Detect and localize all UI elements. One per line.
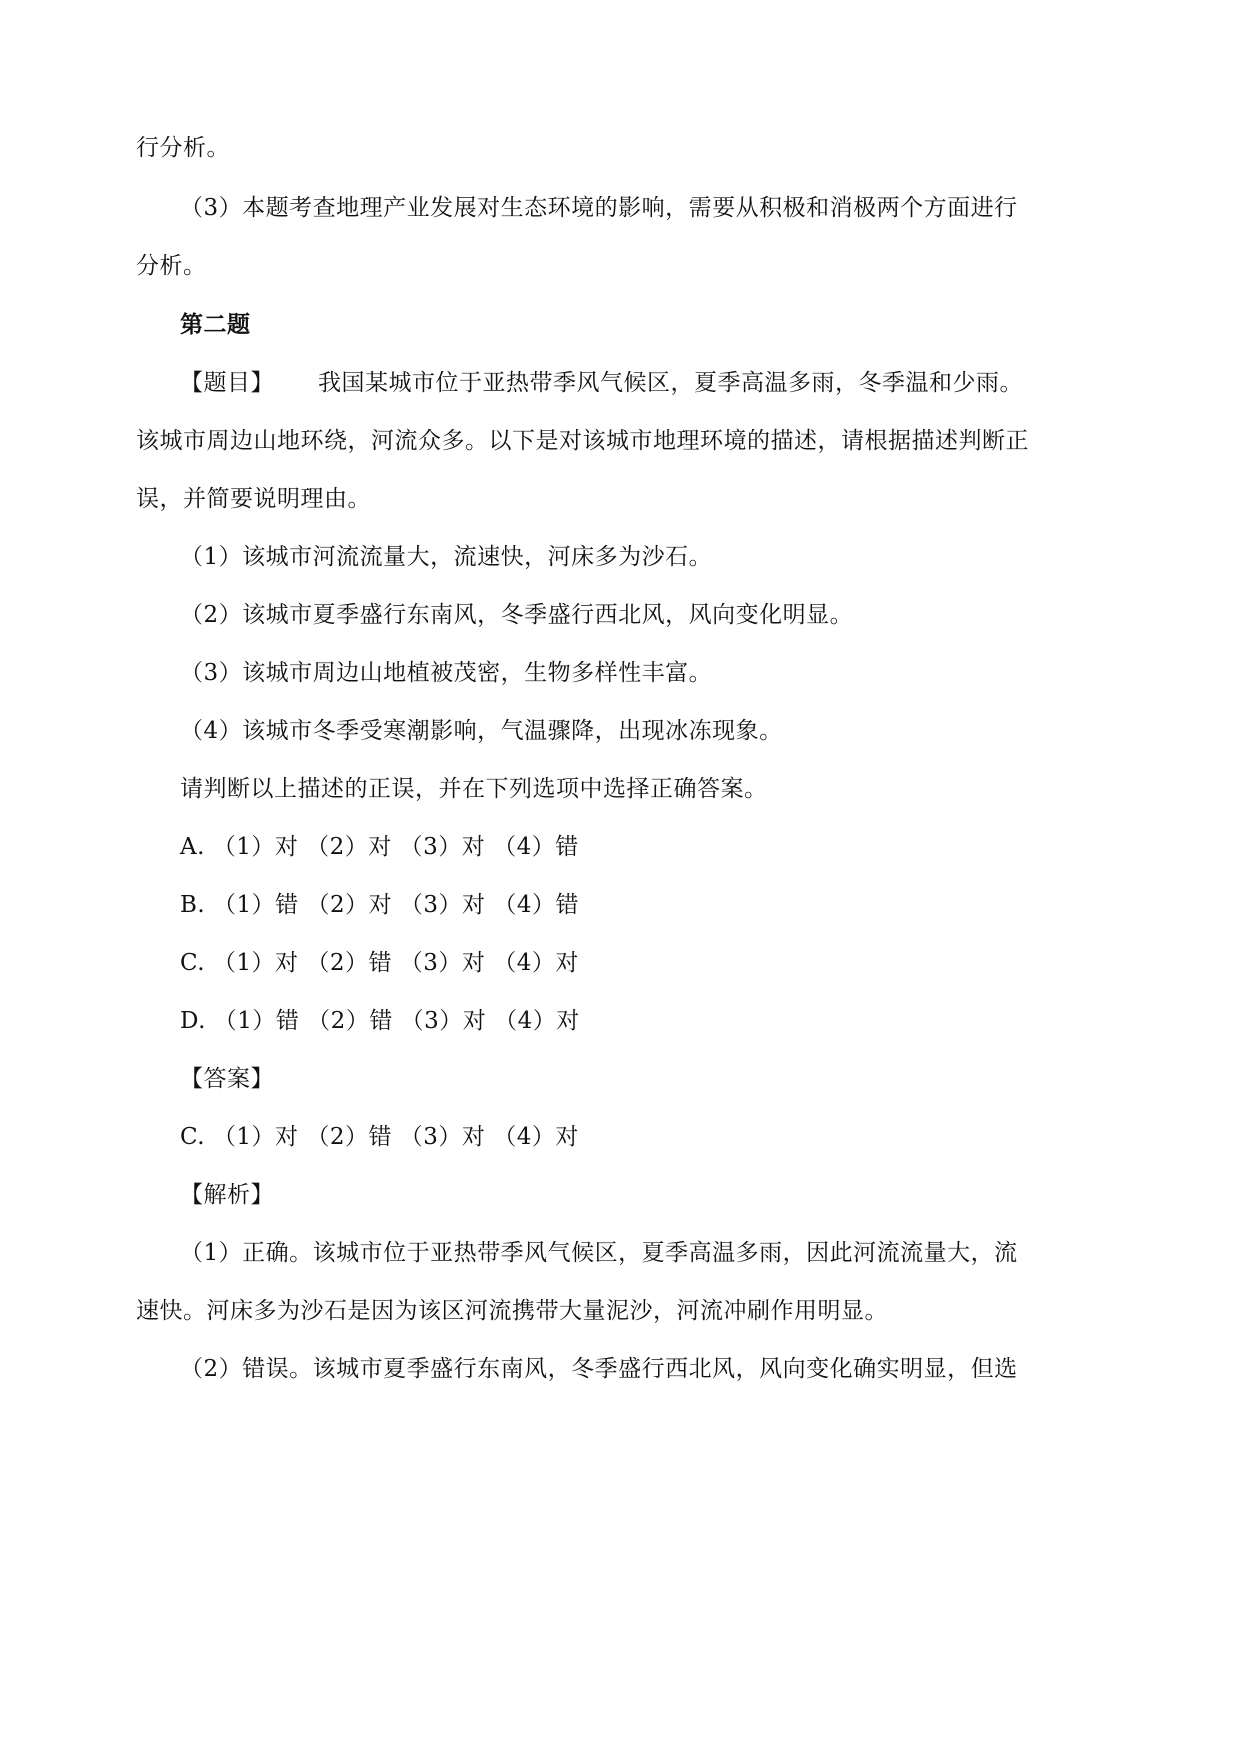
prev-item3-line2: 分析。 [136, 253, 207, 279]
option-c: C. （1）对 （2）错 （3）对 （4）对 [180, 950, 579, 976]
question-line2: 该城市周边山地环绕，河流众多。以下是对该城市地理环境的描述，请根据描述判断正 [136, 428, 1029, 454]
answer-text: C. （1）对 （2）错 （3）对 （4）对 [180, 1124, 579, 1150]
statement-1: （1）该城市河流流量大，流速快，河床多为沙石。 [180, 544, 713, 570]
question-label: 【题目】 [180, 370, 274, 396]
analysis-p2-line1: （2）错误。该城市夏季盛行东南风，冬季盛行西北风，风向变化确实明显，但选 [180, 1356, 1018, 1382]
question-prompt: 请判断以上描述的正误，并在下列选项中选择正确答案。 [180, 776, 768, 802]
section-title: 第二题 [180, 311, 251, 338]
statement-2: （2）该城市夏季盛行东南风，冬季盛行西北风，风向变化明显。 [180, 602, 854, 628]
question-line1 [180, 367, 1023, 399]
analysis-label: 【解析】 [180, 1182, 274, 1208]
prev-analysis-tail: 行分析。 [136, 135, 230, 161]
prev-item3-line1: （3）本题考查地理产业发展对生态环境的影响，需要从积极和消极两个方面进行 [180, 195, 1018, 221]
question-text-line1: 我国某城市位于亚热带季风气候区，夏季高温多雨，冬季温和少雨。 [318, 370, 1023, 396]
answer-label: 【答案】 [180, 1066, 274, 1092]
statement-3: （3）该城市周边山地植被茂密，生物多样性丰富。 [180, 660, 713, 686]
option-d: D. （1）错 （2）错 （3）对 （4）对 [180, 1008, 580, 1034]
option-b: B. （1）错 （2）对 （3）对 （4）错 [180, 892, 579, 918]
statement-4: （4）该城市冬季受寒潮影响，气温骤降，出现冰冻现象。 [180, 718, 783, 744]
analysis-p1-line1: （1）正确。该城市位于亚热带季风气候区，夏季高温多雨，因此河流流量大，流 [180, 1240, 1018, 1266]
analysis-p1-line2: 速快。河床多为沙石是因为该区河流携带大量泥沙，河流冲刷作用明显。 [136, 1298, 888, 1324]
option-a: A. （1）对 （2）对 （3）对 （4）错 [180, 834, 579, 860]
question-line3: 误，并简要说明理由。 [136, 486, 371, 512]
